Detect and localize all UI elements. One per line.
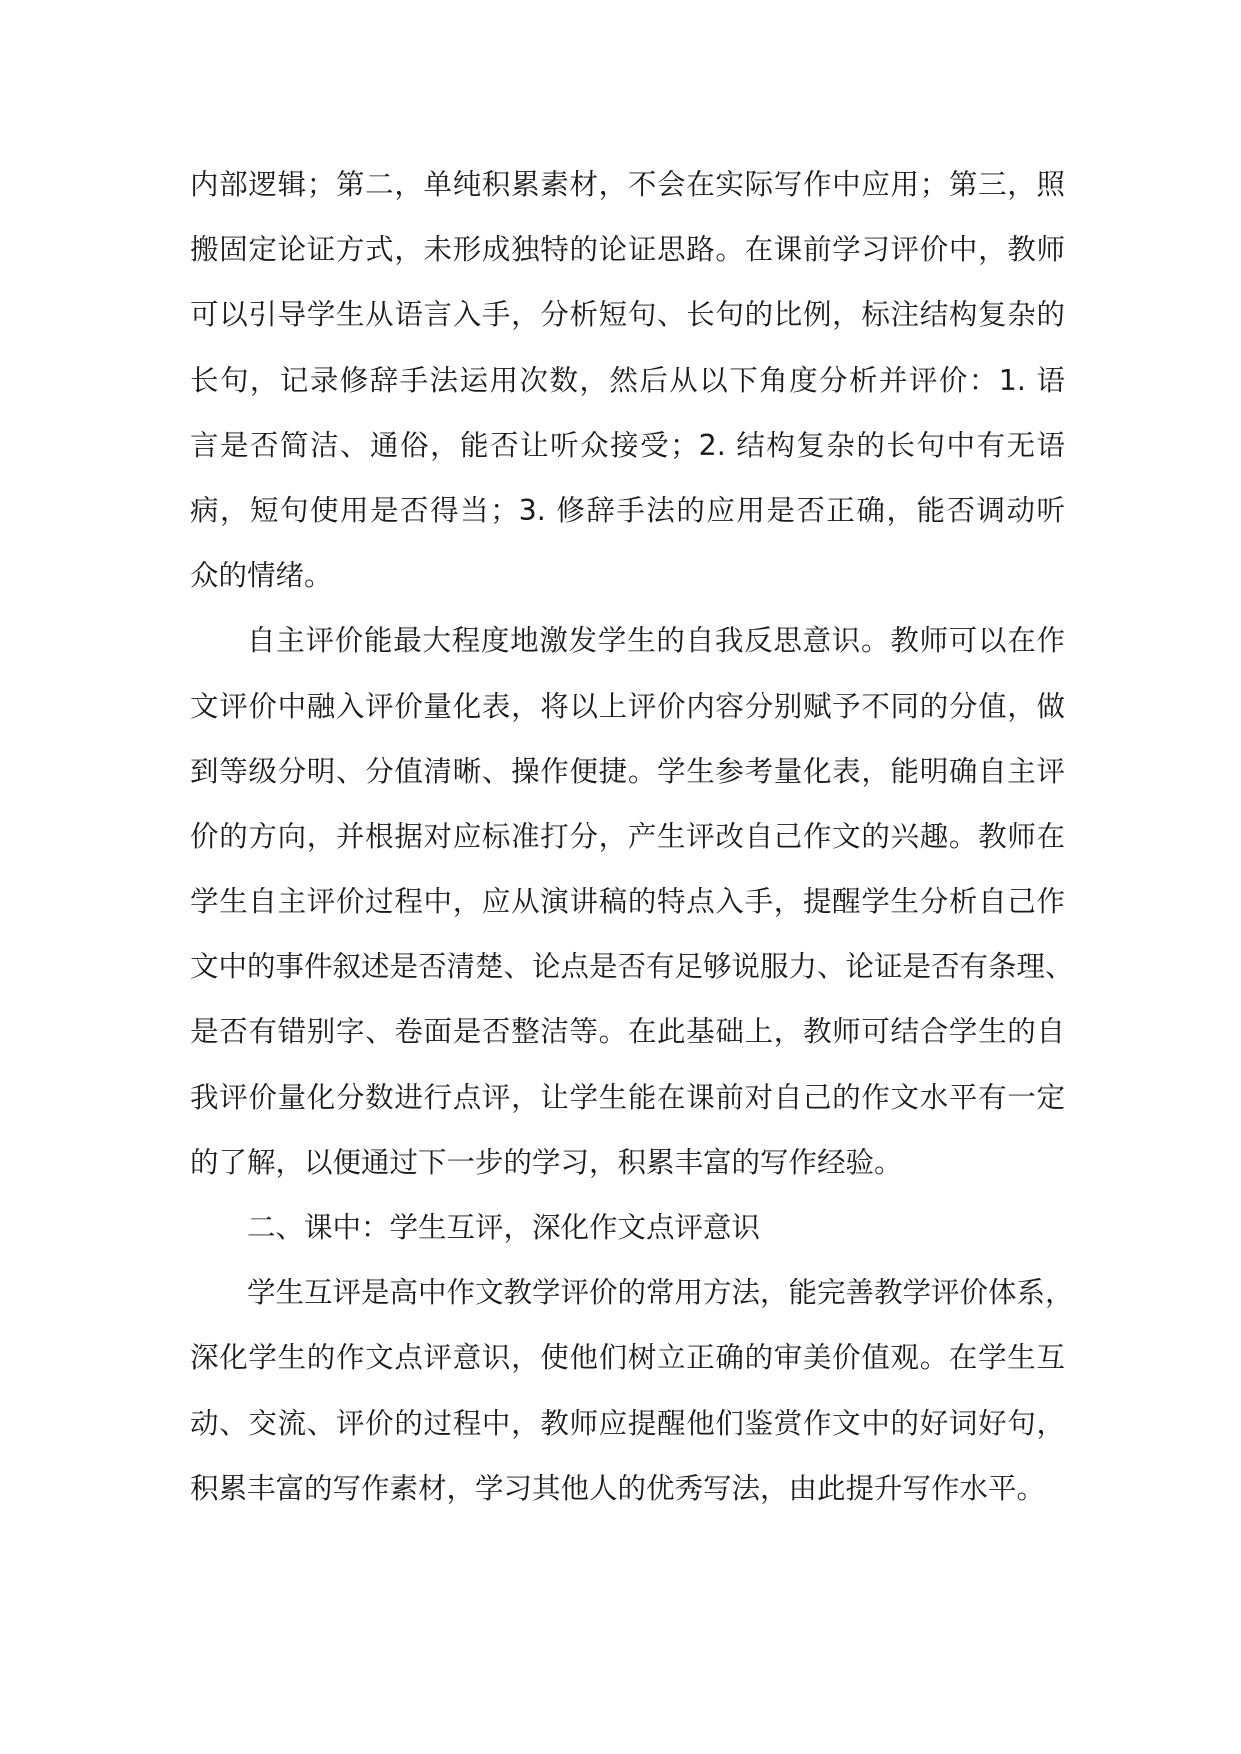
- text-line: 内部逻辑；第二，单纯积累素材，不会在实际写作中应用；第三，照: [190, 168, 1065, 201]
- text-line: 我评价量化分数进行点评，让学生能在课前对自己的作文水平有一定: [190, 1080, 1065, 1114]
- text-line: 学生自主评价过程中，应从演讲稿的特点入手，提醒学生分析自己作: [190, 885, 1065, 919]
- paragraph-self-evaluation: [190, 608, 1074, 1195]
- text-line: 积累丰富的写作素材，学习其他人的优秀写法，由此提升写作水平。: [190, 1471, 1046, 1505]
- text-line: 长句，记录修辞手法运用次数，然后从以下角度分析并评价：1. 语: [190, 363, 1065, 397]
- text-line: 到等级分明、分值清晰、操作便捷。学生参考量化表，能明确自主评: [190, 754, 1065, 788]
- text-line: 动、交流、评价的过程中，教师应提醒他们鉴赏作文中的好词好句，: [190, 1406, 1065, 1440]
- text-line: 言是否简洁、通俗，能否让听众接受；2. 结构复杂的长句中有无语: [190, 428, 1065, 462]
- text-line: 的了解，以便通过下一步的学习，积累丰富的写作经验。: [190, 1145, 903, 1179]
- paragraph-peer-evaluation: [190, 1260, 1074, 1521]
- text-line: 价的方向，并根据对应标准打分，产生评改自己作文的兴趣。教师在: [190, 819, 1065, 853]
- text-line: 是否有错别字、卷面是否整洁等。在此基础上，教师可结合学生的自: [190, 1015, 1065, 1049]
- text-line: 学生互评是高中作文教学评价的常用方法，能完善教学评价体系，: [247, 1276, 1074, 1310]
- text-line: 众的情绪。: [190, 559, 333, 593]
- body-text: [190, 152, 1074, 1521]
- text-line: 深化学生的作文点评意识，使他们树立正确的审美价值观。在学生互: [190, 1341, 1065, 1375]
- text-line: 自主评价能最大程度地激发学生的自我反思意识。教师可以在作: [247, 624, 1065, 658]
- paragraph-language-evaluation: [190, 152, 1065, 608]
- section-heading: 二、课中：学生互评，深化作文点评意识: [247, 1211, 761, 1244]
- text-line: 搬固定论证方式，未形成独特的论证思路。在课前学习评价中，教师: [190, 233, 1065, 267]
- text-line: 可以引导学生从语言入手，分析短句、长句的比例，标注结构复杂的: [190, 298, 1065, 332]
- text-line: 文评价中融入评价量化表，将以上评价内容分别赋予不同的分值，做: [190, 689, 1065, 723]
- text-line: 文中的事件叙述是否清楚、论点是否有足够说服力、论证是否有条理、: [190, 950, 1074, 984]
- text-line: 病，短句使用是否得当；3. 修辞手法的应用是否正确，能否调动听: [190, 493, 1065, 527]
